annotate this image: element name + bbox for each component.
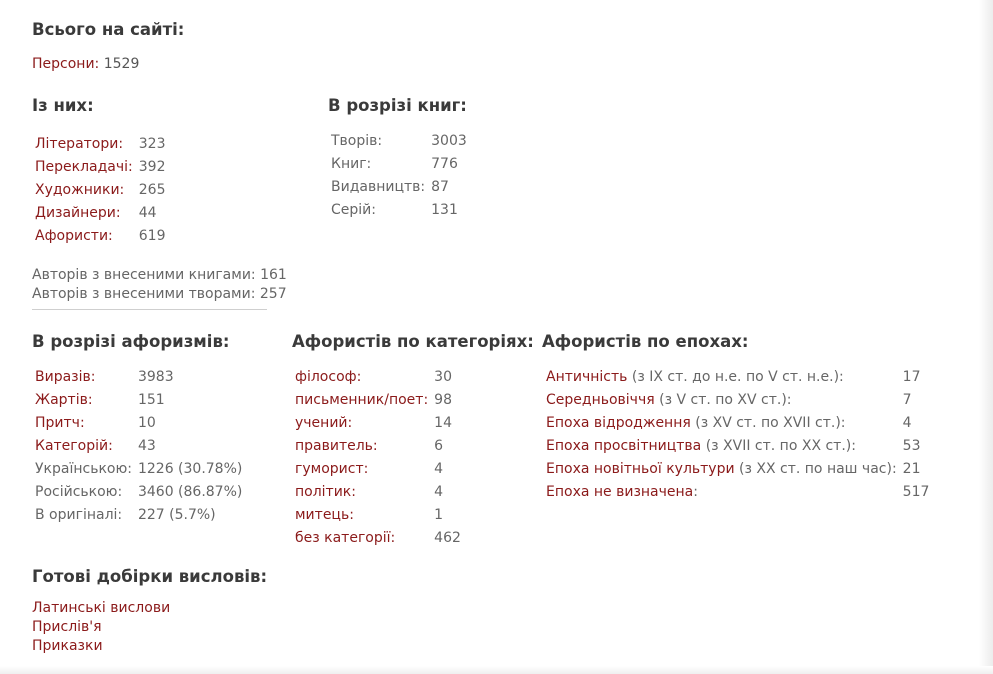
epoch-row-value: 17 — [902, 369, 921, 385]
category-row-label-cell — [292, 527, 431, 550]
aphorisms-row-label-cell — [32, 458, 135, 481]
collections-heading: Готові добірки висловів: — [32, 567, 268, 586]
persons-link[interactable]: Персони: — [32, 56, 100, 72]
books-row-label-cell — [328, 153, 428, 176]
categories-table — [292, 366, 464, 550]
total-heading: Всього на сайті: — [32, 20, 185, 39]
aphorisms-row-value: 3460 (86.87%) — [137, 484, 243, 500]
aphorisms-row-label[interactable]: Виразів: — [35, 369, 96, 385]
aphorisms-row-value: 43 — [137, 438, 156, 454]
categories-heading: Афористів по категоріях: — [292, 332, 534, 351]
aphorisms-row-value: 10 — [137, 415, 156, 431]
aphorisms-row — [32, 458, 245, 481]
epoch-row-label[interactable]: Середньовіччя — [546, 392, 655, 408]
of-them-row-label[interactable]: Перекладачі: — [35, 159, 133, 175]
epoch-row-label-cell — [543, 435, 900, 458]
epoch-row-label-cell — [543, 458, 900, 481]
of-them-row-value: 44 — [138, 205, 157, 221]
of-them-row-value: 619 — [138, 228, 166, 244]
books-row-label: Видавництв: — [331, 179, 426, 195]
epoch-row — [543, 389, 932, 412]
of-them-row-label-cell — [32, 202, 136, 225]
epochs-table — [543, 366, 932, 504]
epoch-row-value: 7 — [902, 392, 912, 408]
of-them-row-label-cell — [32, 179, 136, 202]
category-row-label-cell — [292, 366, 431, 389]
category-row-label[interactable]: правитель: — [295, 438, 378, 454]
category-row — [292, 366, 464, 389]
aphorisms-row-label-cell — [32, 389, 135, 412]
category-row-label[interactable]: без категорії: — [295, 530, 396, 546]
aphorisms-row-value: 227 (5.7%) — [137, 507, 216, 523]
category-row-value: 1 — [434, 507, 444, 523]
epoch-row-period: (з XX ст. по наш час): — [734, 461, 897, 477]
books-heading: В розрізі книг: — [328, 96, 467, 115]
epoch-row-label[interactable]: Епоха відродження — [546, 415, 691, 431]
of-them-row-label-cell — [32, 225, 136, 248]
epoch-row — [543, 481, 932, 504]
epoch-row — [543, 435, 932, 458]
category-row-value: 30 — [434, 369, 452, 385]
of-them-row-value: 323 — [138, 136, 166, 152]
aphorisms-table — [32, 366, 245, 527]
aphorisms-row-label-cell — [32, 504, 135, 527]
page-bottom-shadow — [0, 666, 993, 674]
category-row — [292, 458, 464, 481]
category-row-label[interactable]: письменник/поет: — [295, 392, 429, 408]
category-row-value: 4 — [434, 461, 444, 477]
category-row — [292, 504, 464, 527]
books-row — [328, 199, 470, 222]
aphorisms-row — [32, 412, 245, 435]
category-row-label[interactable]: митець: — [295, 507, 354, 523]
category-row-value: 462 — [434, 530, 461, 546]
epoch-row-label-cell — [543, 412, 900, 435]
of-them-row-value: 265 — [138, 182, 166, 198]
books-row-value: 87 — [431, 179, 449, 195]
of-them-row — [32, 202, 169, 225]
aphorisms-row — [32, 389, 245, 412]
of-them-table — [32, 133, 169, 248]
epoch-row-period: (з XVII ст. по XX ст.): — [701, 438, 856, 454]
persons-line — [32, 55, 139, 74]
authors-books-text: Авторів з внесеними книгами: 161 — [32, 267, 287, 283]
books-row — [328, 130, 470, 153]
persons-value: 1529 — [103, 56, 140, 72]
books-row — [328, 176, 470, 199]
category-row — [292, 527, 464, 550]
category-row-value: 6 — [434, 438, 444, 454]
category-row-value: 98 — [434, 392, 452, 408]
of-them-row-label[interactable]: Дизайнери: — [35, 205, 121, 221]
books-table — [328, 130, 470, 222]
aphorisms-row — [32, 481, 245, 504]
epoch-row-period: : — [693, 484, 698, 500]
aphorisms-heading: В розрізі афоризмів: — [32, 332, 230, 351]
aphorisms-row-label[interactable]: Категорій: — [35, 438, 113, 454]
aphorisms-row-value: 151 — [137, 392, 165, 408]
of-them-row — [32, 156, 169, 179]
epoch-row-period: (з XV ст. по XVII ст.): — [690, 415, 846, 431]
aphorisms-row — [32, 366, 245, 389]
authors-works-text: Авторів з внесеними творами: 257 — [32, 286, 287, 302]
divider — [32, 309, 267, 310]
books-row-label: Творів: — [331, 133, 383, 149]
of-them-row — [32, 225, 169, 248]
collection-link-proverbs[interactable] — [32, 618, 102, 637]
aphorisms-row — [32, 435, 245, 458]
category-row — [292, 412, 464, 435]
epoch-row-label[interactable]: Епоха не визначена — [546, 484, 694, 500]
aphorisms-row-value: 1226 (30.78%) — [137, 461, 243, 477]
epoch-row — [543, 412, 932, 435]
epoch-row-label[interactable]: Епоха просвітництва — [546, 438, 702, 454]
books-row-value: 131 — [431, 202, 458, 218]
aphorisms-row — [32, 504, 245, 527]
books-row-label: Серій: — [331, 202, 376, 218]
epoch-row-label-cell — [543, 389, 900, 412]
aphorisms-row-label-cell — [32, 366, 135, 389]
collection-link-sayings[interactable] — [32, 637, 103, 656]
epoch-row-value: 21 — [902, 461, 921, 477]
collection-link-proverbs-text[interactable]: Прислів'я — [32, 619, 102, 635]
collection-link-latin[interactable] — [32, 599, 170, 618]
epoch-row-value: 517 — [902, 484, 930, 500]
category-row-label[interactable]: політик: — [295, 484, 356, 500]
books-row-value: 776 — [431, 156, 458, 172]
of-them-row-value: 392 — [138, 159, 166, 175]
aphorisms-row-value: 3983 — [137, 369, 174, 385]
of-them-row — [32, 133, 169, 156]
page-edge-shadow — [979, 0, 993, 674]
books-row-label-cell — [328, 176, 428, 199]
epoch-row-label[interactable]: Античність — [546, 369, 628, 385]
aphorisms-row-label: Російською: — [35, 484, 123, 500]
of-them-row-label[interactable]: Афористи: — [35, 228, 113, 244]
epoch-row-value: 4 — [902, 415, 912, 431]
aphorisms-row-label: В оригіналі: — [35, 507, 123, 523]
epoch-row-value: 53 — [902, 438, 921, 454]
category-row-label[interactable]: філософ: — [295, 369, 362, 385]
books-row-label: Книг: — [331, 156, 372, 172]
category-row-label-cell — [292, 412, 431, 435]
category-row-label-cell — [292, 504, 431, 527]
epoch-row-period: (з V ст. по XV ст.): — [654, 392, 792, 408]
aphorisms-row-label-cell — [32, 435, 135, 458]
epoch-row-label-cell — [543, 366, 900, 389]
category-row-value: 14 — [434, 415, 452, 431]
epoch-row — [543, 366, 932, 389]
of-them-row-label-cell — [32, 156, 136, 179]
books-row-label-cell — [328, 130, 428, 153]
category-row — [292, 435, 464, 458]
of-them-heading: Із них: — [32, 96, 94, 115]
aphorisms-row-label[interactable]: Жартів: — [35, 392, 93, 408]
epoch-row — [543, 458, 932, 481]
collection-link-sayings-text[interactable]: Приказки — [32, 638, 103, 654]
category-row-label-cell — [292, 481, 431, 504]
books-row-value: 3003 — [431, 133, 467, 149]
of-them-row-label[interactable]: Художники: — [35, 182, 125, 198]
books-row — [328, 153, 470, 176]
epoch-row-label-cell — [543, 481, 900, 504]
category-row-label-cell — [292, 435, 431, 458]
aphorisms-row-label: Українською: — [35, 461, 132, 477]
category-row-label[interactable]: гуморист: — [295, 461, 369, 477]
of-them-row-label[interactable]: Літератори: — [35, 136, 124, 152]
category-row — [292, 389, 464, 412]
category-row-label[interactable]: учений: — [295, 415, 353, 431]
epoch-row-period: (з IX ст. до н.е. по V ст. н.е.): — [627, 369, 844, 385]
epoch-row-label[interactable]: Епоха новітньої культури — [546, 461, 735, 477]
books-row-label-cell — [328, 199, 428, 222]
aphorisms-row-label[interactable]: Притч: — [35, 415, 85, 431]
of-them-row-label-cell — [32, 133, 136, 156]
category-row-label-cell — [292, 389, 431, 412]
aphorisms-row-label-cell — [32, 481, 135, 504]
collection-link-latin-text[interactable]: Латинські вислови — [32, 600, 171, 616]
of-them-row — [32, 179, 169, 202]
category-row — [292, 481, 464, 504]
category-row-value: 4 — [434, 484, 444, 500]
aphorisms-row-label-cell — [32, 412, 135, 435]
category-row-label-cell — [292, 458, 431, 481]
epochs-heading: Афористів по епохах: — [542, 332, 749, 351]
